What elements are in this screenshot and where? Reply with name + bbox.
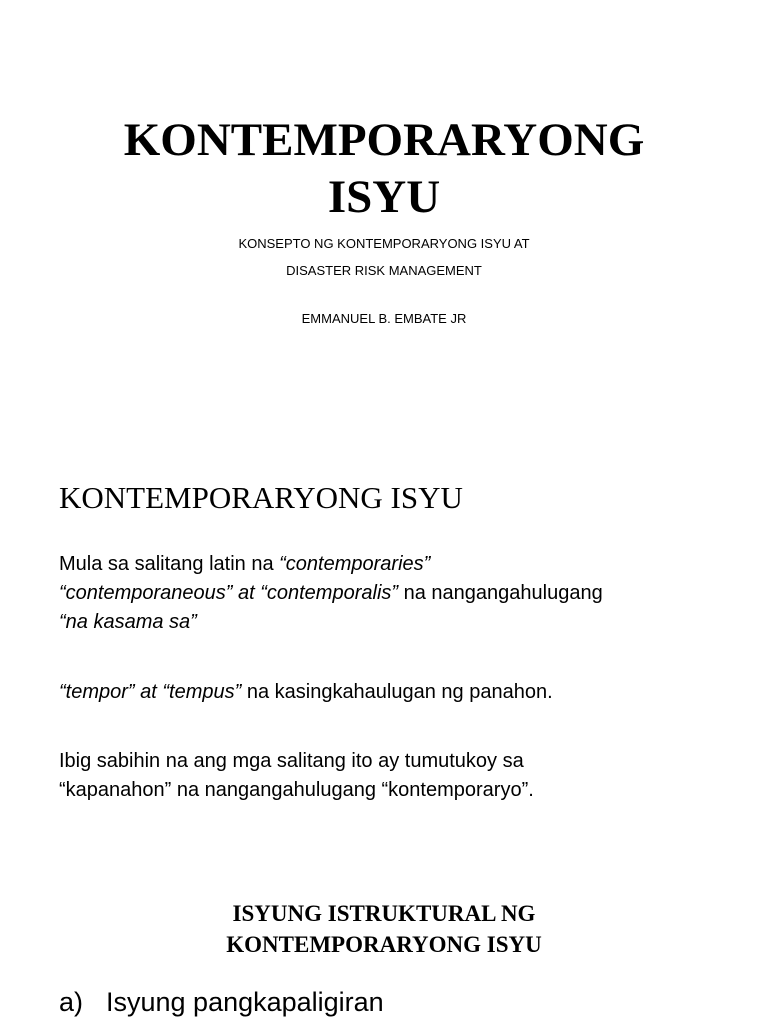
subtitle-line-1: KONSEPTO NG KONTEMPORARYONG ISYU AT [238,236,530,251]
latin-terms: “contemporaneous” at “contemporalis” [59,582,399,604]
definition-slide [0,420,768,850]
main-title-line-1: KONTEMPORARYONG [123,114,645,166]
paragraph-line-1: Ibig sabihin na ang mga salitang ito ay tumutukoy sa [59,750,524,772]
latin-term: “contemporaries” [279,553,431,575]
paragraph-text: na nangangahulugang [398,582,603,604]
meaning-phrase: “na kasama sa” [59,611,197,633]
paragraph-origin [59,550,739,637]
structural-issues-slide [0,850,768,1024]
slide-title: KONTEMPORARYONG ISYU [59,480,463,515]
subtitle [0,230,768,284]
paragraph-tempus [59,678,739,707]
list-item-label: Isyung pangkapaligiran [106,987,384,1017]
subtitle-line-2: DISASTER RISK MANAGEMENT [286,263,482,278]
slide-title-line-2: KONTEMPORARYONG ISYU [226,932,542,957]
paragraph-text: na kasingkahaulugan ng panahon. [241,681,553,703]
paragraph-text: Mula sa salitang latin na [59,553,280,575]
list-marker: a) [59,987,84,1017]
main-title [0,112,768,226]
slide-title-line-1: ISYUNG ISTRUKTURAL NG [232,901,536,926]
title-slide [0,0,768,420]
paragraph-meaning [59,747,739,805]
main-title-line-2: ISYU [327,171,441,223]
paragraph-line-2: “kapanahon” na nangangahulugang “kontemporaryo”. [59,779,534,801]
slide-title [0,898,768,960]
latin-terms: “tempor” at “tempus” [59,681,242,703]
author-name: EMMANUEL B. EMBATE JR [301,311,467,326]
list-item [59,984,384,1020]
